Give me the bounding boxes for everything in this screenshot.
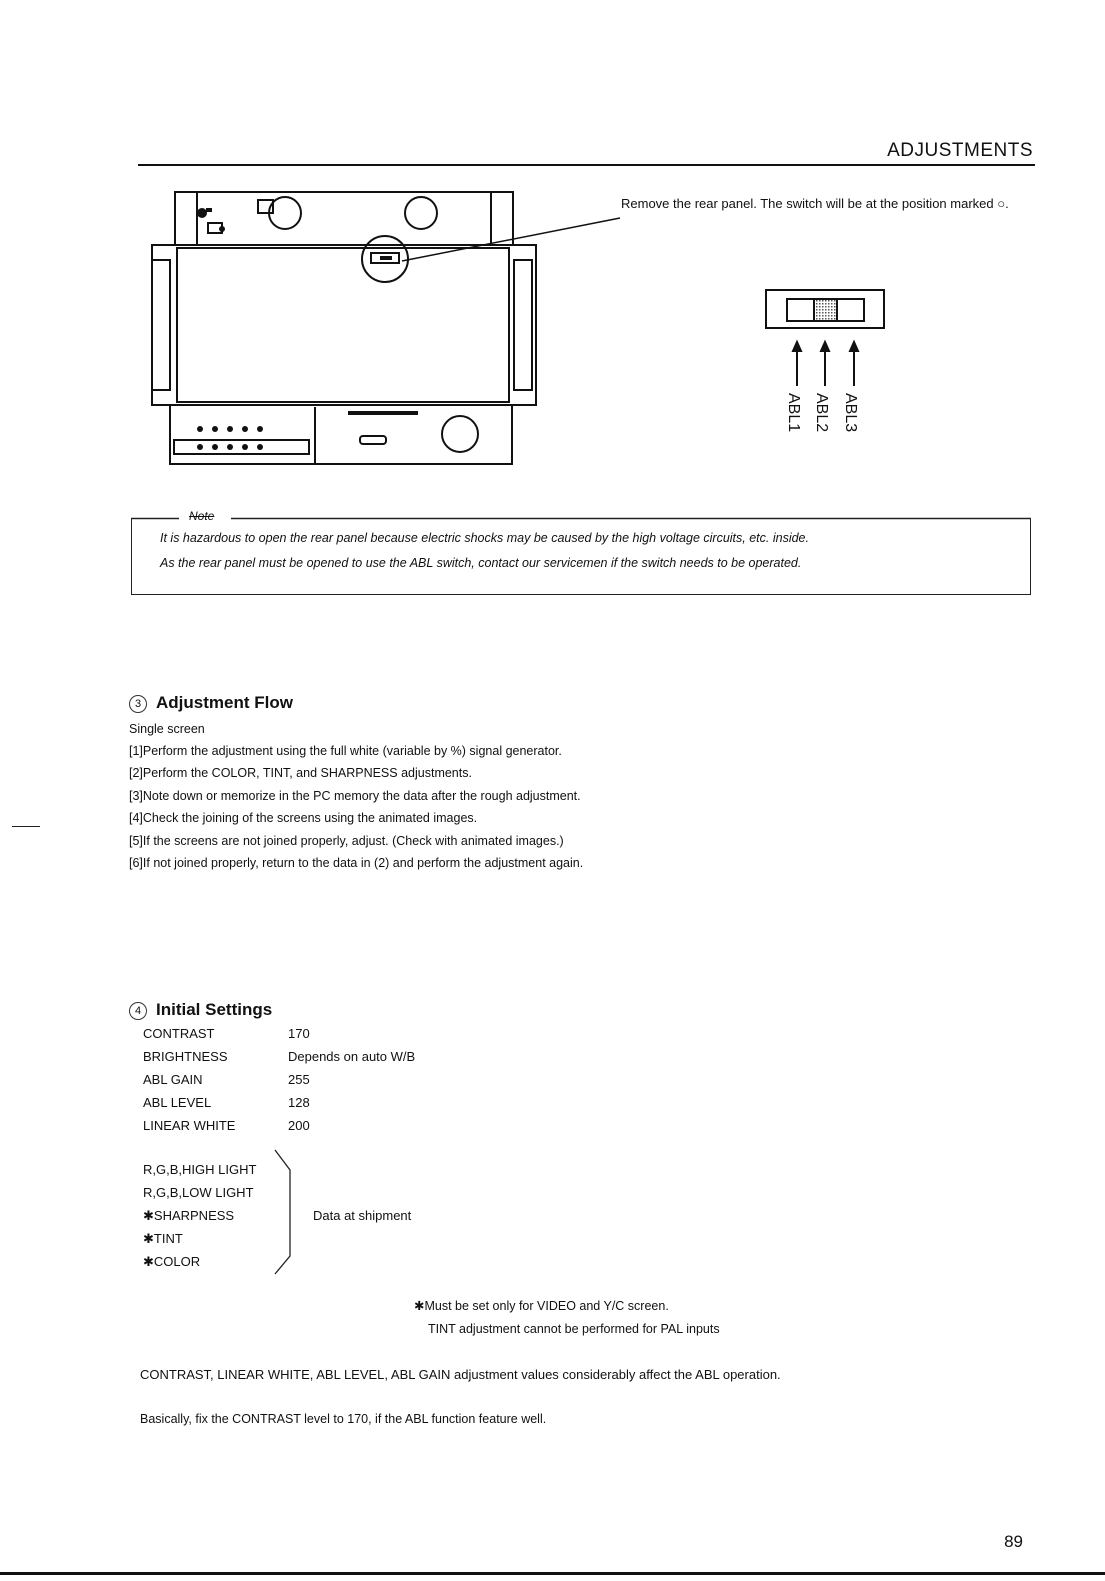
abl3-label: ABL3 <box>842 393 859 433</box>
rear-panel-diagram <box>140 185 645 470</box>
closing-line-2: Basically, fix the CONTRAST level to 170, if the ABL function feature well. <box>140 1412 547 1426</box>
group-item-tint: ✱TINT <box>143 1231 183 1246</box>
setting-label-linear-white: LINEAR WHITE <box>143 1118 236 1133</box>
group-item-low-light: R,G,B,LOW LIGHT <box>143 1185 254 1200</box>
group-item-color: ✱COLOR <box>143 1254 201 1269</box>
setting-label-abl-level: ABL LEVEL <box>143 1095 212 1110</box>
group-item-high-light: R,G,B,HIGH LIGHT <box>143 1162 257 1177</box>
setting-value-brightness: Depends on auto W/B <box>288 1049 416 1064</box>
initial-settings-heading <box>129 1000 272 1020</box>
abl1-label: ABL1 <box>785 393 802 433</box>
footnote-video-yc: ✱Must be set only for VIDEO and Y/C screen. <box>414 1299 669 1313</box>
note-top-border <box>131 517 1031 520</box>
header-rule <box>138 164 1035 166</box>
setting-value-contrast: 170 <box>288 1026 310 1041</box>
flow-step-3: [3]Note down or memorize in the PC memory the data after the rough adjustment. <box>129 789 581 803</box>
section-number-4: 4 <box>129 1002 147 1020</box>
group-item-sharpness: ✱SHARPNESS <box>143 1208 235 1223</box>
abl-arrow-shafts <box>762 340 892 390</box>
flow-step-1: [1]Perform the adjustment using the full white (variable by %) signal generator. <box>129 744 562 758</box>
adjustment-flow-title: Adjustment Flow <box>156 693 293 712</box>
group-value: Data at shipment <box>313 1208 412 1223</box>
closing-line-1: CONTRAST, LINEAR WHITE, ABL LEVEL, ABL GAIN adjustment values considerably affect the ABL operation. <box>140 1367 781 1382</box>
setting-value-abl-gain: 255 <box>288 1072 310 1087</box>
setting-label-contrast: CONTRAST <box>143 1026 215 1041</box>
section-number-3: 3 <box>129 695 147 713</box>
initial-settings-title: Initial Settings <box>156 1000 273 1019</box>
adjustment-flow-subtitle: Single screen <box>129 722 205 736</box>
setting-value-abl-level: 128 <box>288 1095 310 1110</box>
margin-mark <box>12 826 40 827</box>
bottom-rule <box>0 1572 1105 1575</box>
setting-value-linear-white: 200 <box>288 1118 310 1133</box>
note-label: Note <box>185 509 218 523</box>
footnote-tint-pal: TINT adjustment cannot be performed for PAL inputs <box>428 1322 720 1336</box>
setting-label-brightness: BRIGHTNESS <box>143 1049 228 1064</box>
flow-step-2: [2]Perform the COLOR, TINT, and SHARPNESS adjustments. <box>129 766 472 780</box>
note-line-1: It is hazardous to open the rear panel because electric shocks may be caused by the high voltage circuits, etc. inside. <box>160 531 809 545</box>
flow-step-6: [6]If not joined properly, return to the data in (2) and perform the adjustment again. <box>129 856 584 870</box>
page-number: 89 <box>1004 1532 1023 1551</box>
flow-step-5: [5]If the screens are not joined properly, adjust. (Check with animated images.) <box>129 834 564 848</box>
note-line-2: As the rear panel must be opened to use the ABL switch, contact our servicemen if the switch needs to be operated. <box>160 556 802 570</box>
abl2-label: ABL2 <box>813 393 830 433</box>
setting-label-abl-gain: ABL GAIN <box>143 1072 203 1087</box>
diagram-callout: Remove the rear panel. The switch will be at the position marked ○. <box>621 196 1009 211</box>
page-header-title: ADJUSTMENTS <box>887 140 1033 161</box>
group-brace <box>270 1148 300 1278</box>
flow-step-4: [4]Check the joining of the screens using the animated images. <box>129 811 478 825</box>
adjustment-flow-heading <box>129 693 293 713</box>
